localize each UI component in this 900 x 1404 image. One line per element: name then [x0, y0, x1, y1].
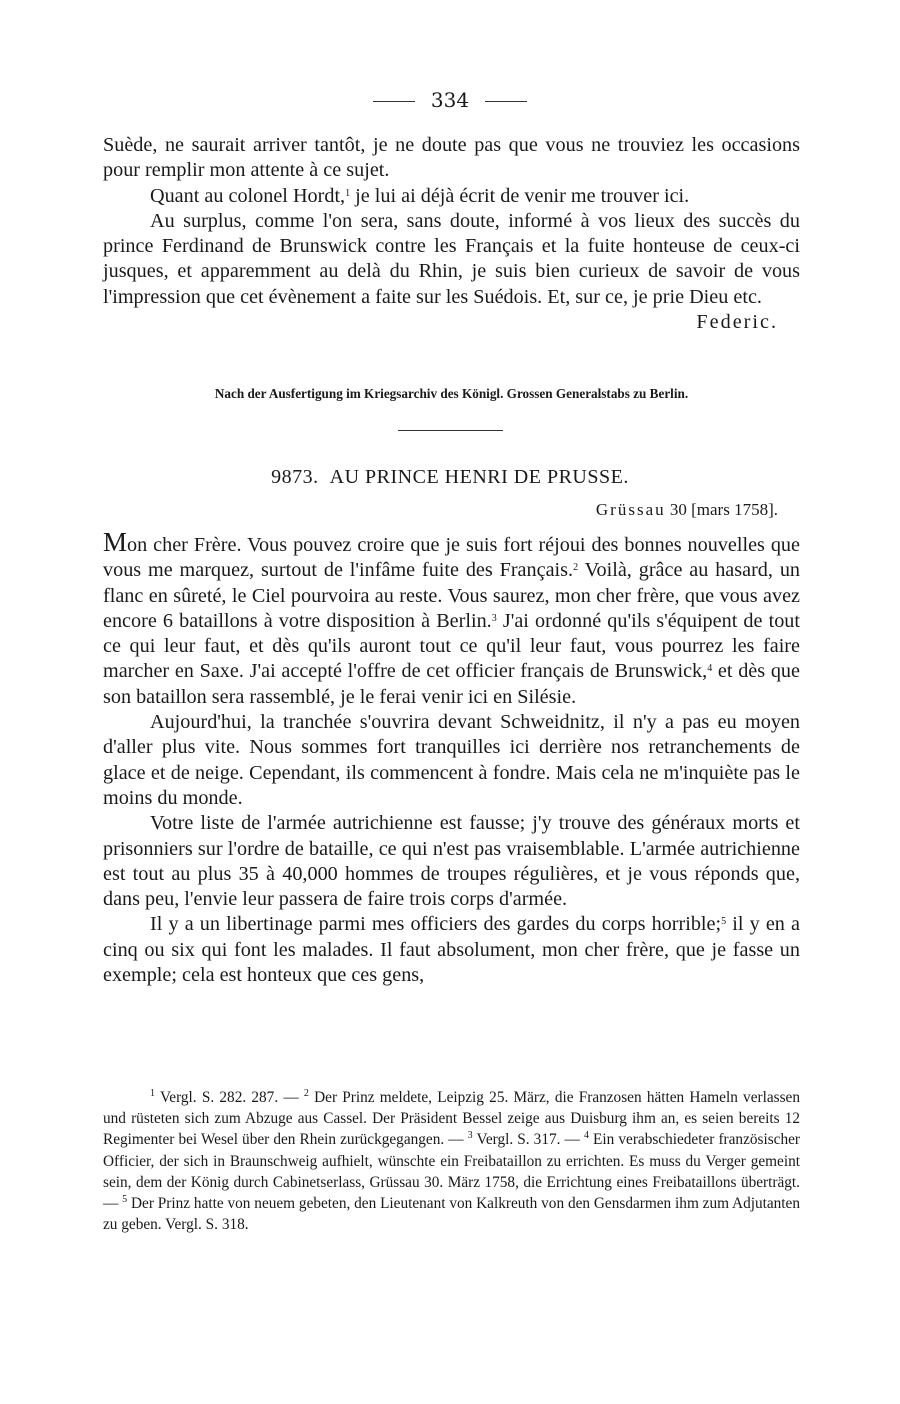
header-rule-right [485, 101, 527, 102]
footnote-marker: 4 [583, 1130, 589, 1142]
footnote-marker: 5 [122, 1194, 128, 1206]
paragraph: Quant au colonel Hordt,$^1$ je lui ai déjà écrit de venir me trouver ici. [150, 184, 690, 207]
footnote-marker: 2 [303, 1088, 309, 1099]
dropcap: M [103, 527, 128, 557]
footnote-ref: 2 [573, 562, 579, 574]
paragraph: Votre liste de l'armée autrichienne est fausse; j'y trouve des généraux morts et prisonniers sur l'ordre de bataille, ce qui n'est pas vraisemblable. L'armée autrichienne est tout au plus 35 à 40,000 hommes de troupes régulières, et je vous réponds que, dans peu, l'envie leur passera de faire trois corps d'armée. [103, 812, 800, 911]
previous-letter-body [103, 133, 800, 335]
source-note: Nach der Ausfertigung im Kriegsarchiv des Königl. Grossen Generalstabs zu Berlin. [214, 386, 689, 401]
letter-title: AU PRINCE HENRI DE PRUSSE. [329, 466, 629, 488]
footnote-ref: 1 [345, 187, 351, 199]
letter-date: 30 [mars 1758]. [665, 500, 778, 519]
letter-body [103, 527, 801, 988]
paragraph: Il y a un libertinage parmi mes officiers des gardes du corps horrible;$^5$ il y en a cinq ou six qui font les malades. Il faut absolument, mon cher frère, que je fasse un exemple; cela est honteux que ces gens, [103, 913, 800, 987]
letter-place-date [103, 500, 778, 520]
paragraph: Suède, ne saurait arriver tantôt, je ne doute pas que vous ne trouviez les occasions pour remplir mon attente à ce sujet. [103, 134, 800, 182]
letter-place: Grüssau [595, 500, 666, 519]
header-rule-left [373, 101, 415, 102]
footnotes [103, 1087, 800, 1235]
page-header [0, 88, 900, 112]
footnote-ref: 3 [491, 612, 497, 624]
paragraph: Aujourd'hui, la tranchée s'ouvrira devant Schweidnitz, il n'y a pas eu moyen d'aller plus vite. Nous sommes fort tranquilles ici derrière nos retranchements de glace et de neige. Cependant, ils commencent à fondre. Mais cela ne m'inquiète pas le moins du monde. [103, 711, 800, 809]
footnote-marker: 3 [467, 1130, 473, 1142]
footnote-ref: 5 [721, 916, 727, 928]
footnote-text: $^1$ Vergl. S. 282. 287. — $^2$ Der Prinz meldete, Leipzig 25. März, die Franzosen hätten Hameln verlassen und rüsteten sich zum Abzuge aus Cassel. Der Präsident Bessel zeige aus Duisburg ihm an, es seien bereits 12 Regimenter bei Wesel über den Rhein zurückgegangen. — $^3$ Vergl. S. 317. — $^4$ Ein verabschiedeter französischer Officier, der sich in Braunschweig aufhielt, wünschte ein Freibataillon zu errichten. Es muss du Verger gemeint sein, dem der König durch Cabinetserlass, Grüssau 30. März 1758, die Errichtung eines Freibataillons überträgt. — $^5$ Der Prinz hatte von neuem gebeten, den Lieutenant von Kalkreuth von den Gensdarmen ihm zum Adjutanten zu geben. Vergl. S. 318. [103, 1088, 800, 1234]
letter-number: 9873. [271, 466, 319, 488]
paragraph: Mon cher Frère. Vous pouvez croire que je suis fort réjoui des bonnes nouvelles que vous me marquez, surtout de l'infâme fuite des Français.$^2$ Voilà, grâce au hasard, un flanc en sûreté, le Ciel pourvoira au reste. Vous saurez, mon cher frère, que vous avez encore 6 bataillons à votre disposition à Berlin.$^3$ J'ai ordonné qu'ils s'équipent de tout ce qui leur faut, et dès qu'ils auront tout ce qu'il leur faut, vous pourrez les faire marcher en Saxe. J'ai accepté l'offre de cet officier français de Brunswick,$^4$ et dès que son bataillon sera rassemblé, je le ferai venir ici en Silésie. [103, 527, 801, 708]
letter-heading [0, 466, 900, 489]
footnote-marker: 1 [150, 1088, 155, 1099]
signature: Federic. [696, 311, 778, 334]
footnote-ref: 4 [707, 663, 713, 675]
page-number: 334 [430, 88, 470, 112]
section-divider [398, 430, 503, 431]
paragraph: Au surplus, comme l'on sera, sans doute, informé à vos lieux des succès du prince Ferdinand de Brunswick contre les Français et la fuite honteuse de ceux-ci jusques, et apparemment au delà du Rhin, je suis bien curieux de savoir de vous l'impression que cet évènement a faite sur les Suédois. Et, sur ce, je prie Dieu etc. [103, 209, 800, 308]
